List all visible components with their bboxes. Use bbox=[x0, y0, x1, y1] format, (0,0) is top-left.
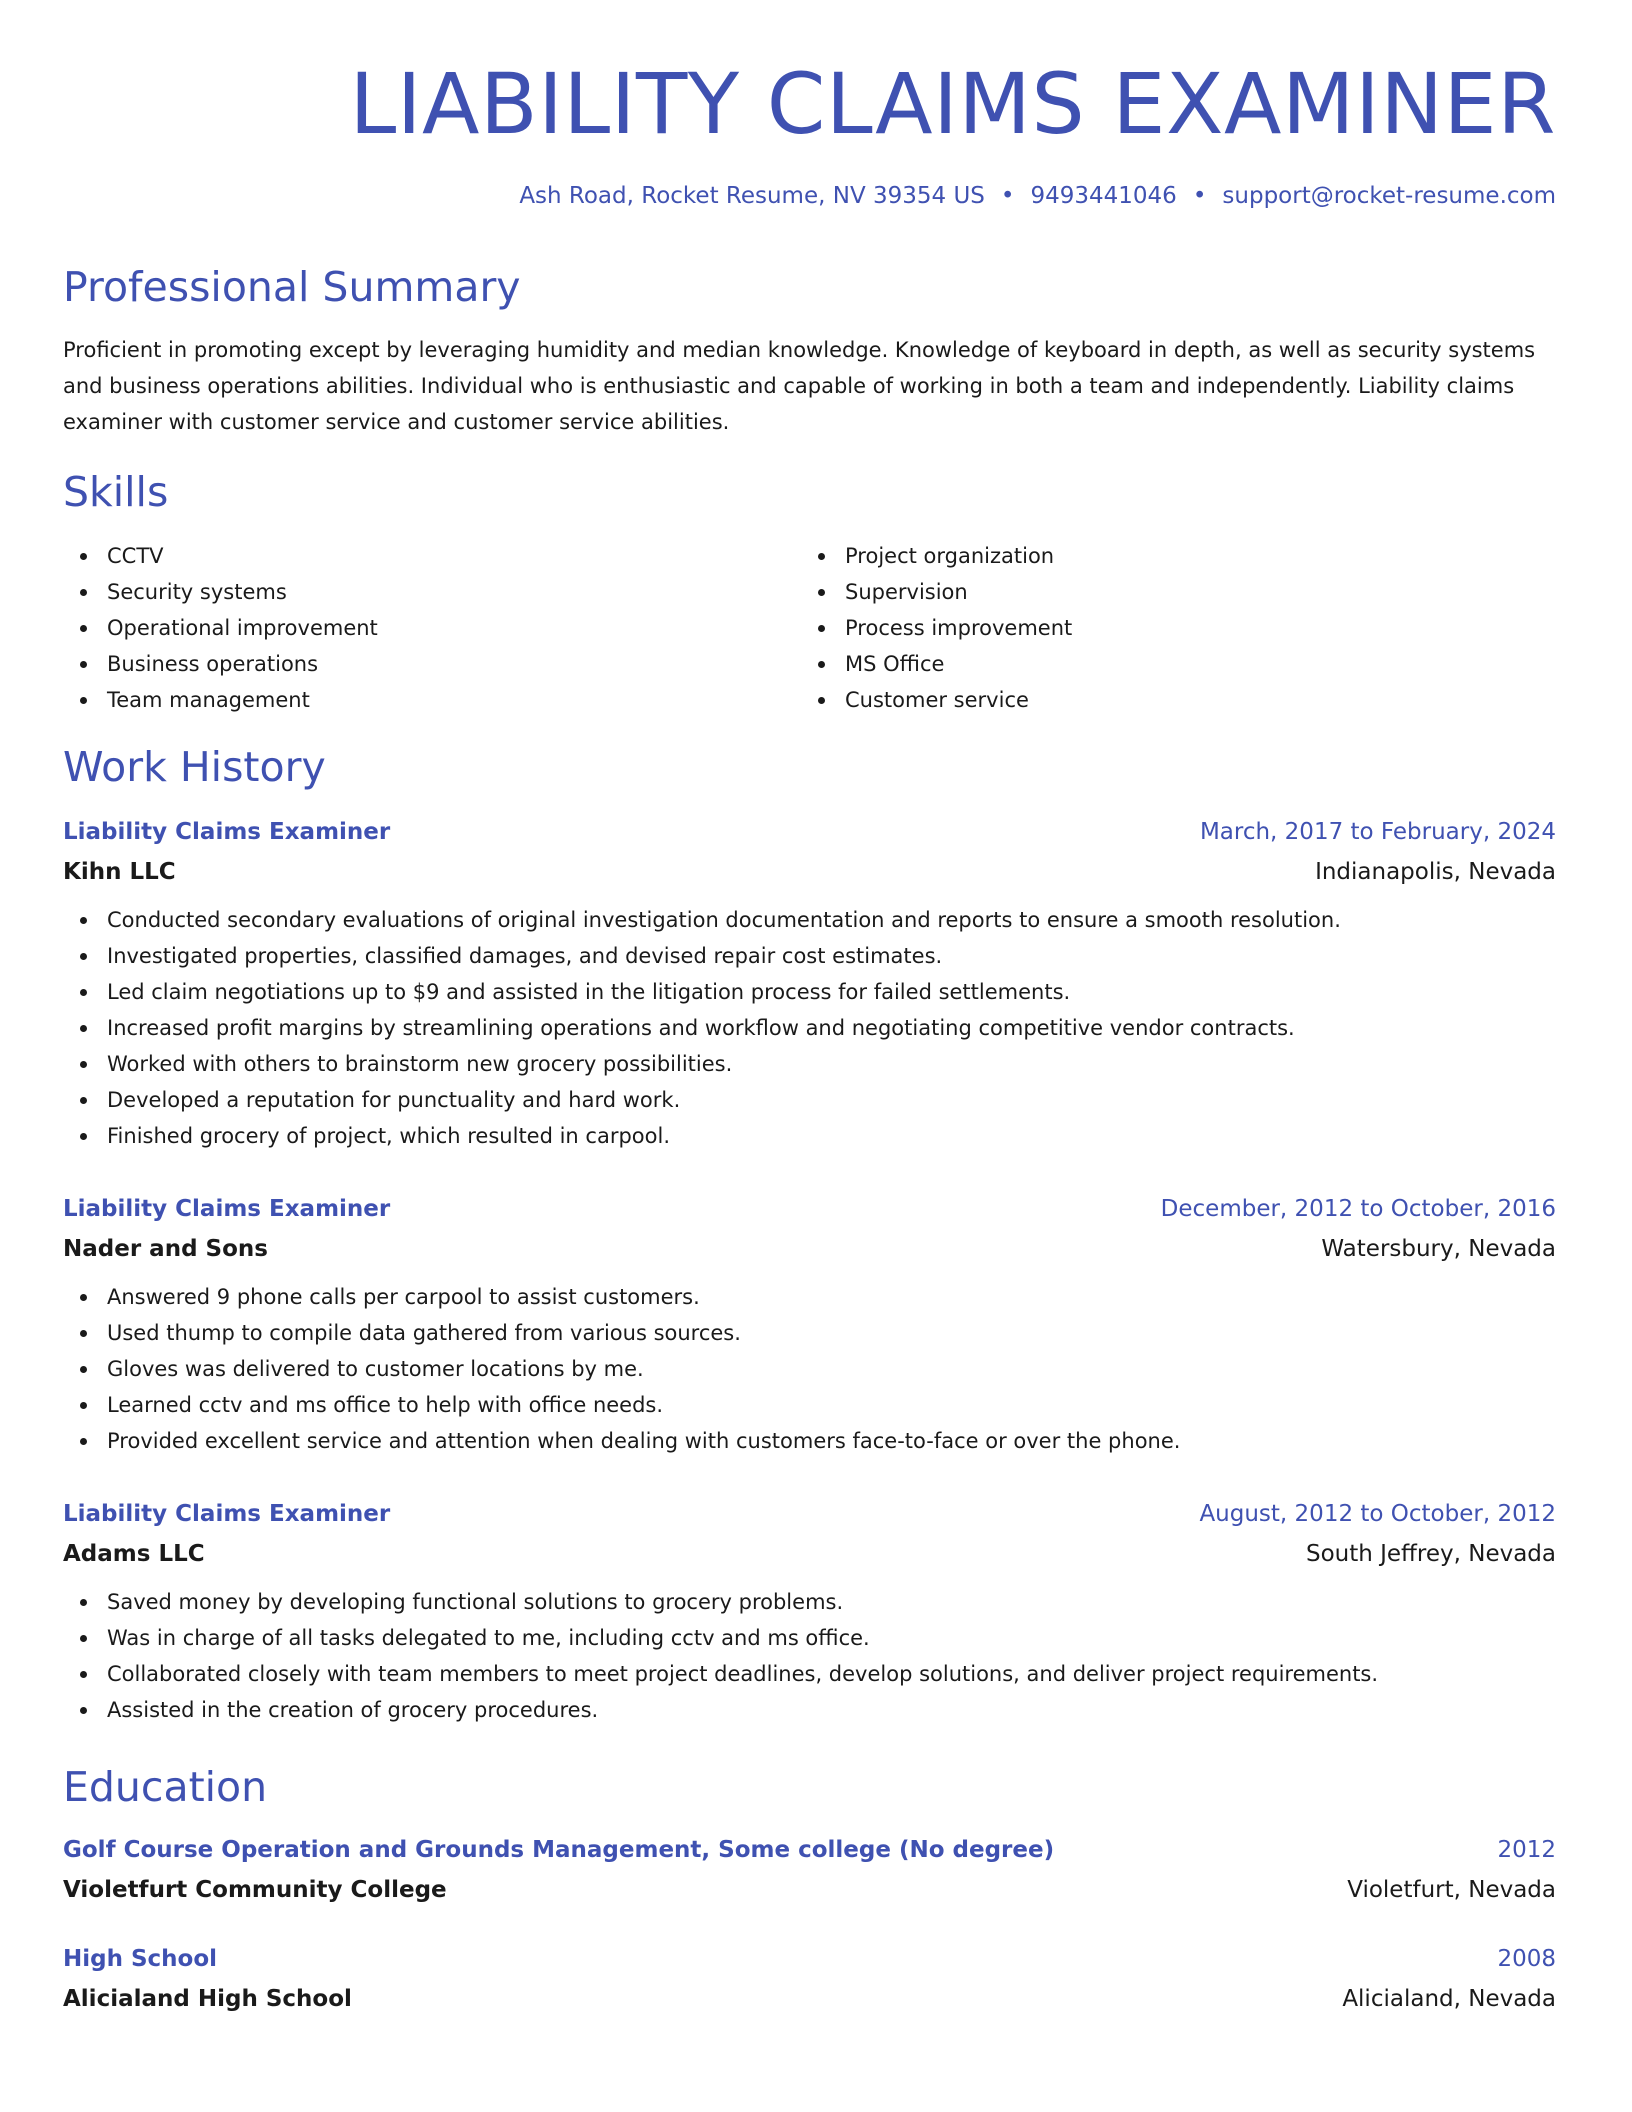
skill-item: Customer service bbox=[801, 682, 1072, 718]
summary-heading: Professional Summary bbox=[63, 263, 521, 311]
skill-item: Operational improvement bbox=[63, 610, 378, 646]
skill-item: CCTV bbox=[63, 538, 378, 574]
job-entry bbox=[63, 1494, 1556, 1728]
job-bullet: Collaborated closely with team members to meet project deadlines, develop solutions, and deliver project requirements. bbox=[63, 1656, 1556, 1692]
job-bullet: Provided excellent service and attention when dealing with customers face-to-face or over the phone. bbox=[63, 1423, 1556, 1459]
job-company: Kihn LLC bbox=[63, 859, 176, 885]
education-heading: Education bbox=[63, 1763, 268, 1811]
education-entry bbox=[63, 1830, 1556, 1910]
job-bullet: Developed a reputation for punctuality and hard work. bbox=[63, 1082, 1556, 1118]
job-bullet: Used thump to compile data gathered from various sources. bbox=[63, 1315, 1556, 1351]
job-entry bbox=[63, 1189, 1556, 1459]
job-title: Liability Claims Examiner bbox=[63, 1501, 391, 1527]
contact-address: Ash Road, Rocket Resume, NV 39354 US bbox=[519, 183, 985, 209]
education-year: 2012 bbox=[1497, 1837, 1556, 1863]
contact-email[interactable]: support@rocket-resume.com bbox=[1222, 183, 1556, 209]
education-degree: Golf Course Operation and Grounds Management, Some college (No degree) bbox=[63, 1837, 1055, 1863]
job-bullet: Led claim negotiations up to $9 and assisted in the litigation process for failed settlements. bbox=[63, 974, 1556, 1010]
job-bullet: Learned cctv and ms office to help with office needs. bbox=[63, 1387, 1556, 1423]
job-dates: December, 2012 to October, 2016 bbox=[1160, 1196, 1556, 1222]
job-bullets bbox=[63, 902, 1556, 1154]
job-title: Liability Claims Examiner bbox=[63, 819, 391, 845]
job-bullet: Investigated properties, classified damages, and devised repair cost estimates. bbox=[63, 938, 1556, 974]
job-bullets bbox=[63, 1584, 1556, 1728]
job-title: Liability Claims Examiner bbox=[63, 1196, 391, 1222]
job-bullet: Increased profit margins by streamlining operations and workflow and negotiating competitive vendor contracts. bbox=[63, 1010, 1556, 1046]
resume-title: LIABILITY CLAIMS EXAMINER bbox=[349, 55, 1556, 153]
education-location: Violetfurt, Nevada bbox=[1347, 1877, 1556, 1903]
skills-column-1 bbox=[63, 538, 378, 718]
job-location: Indianapolis, Nevada bbox=[1315, 859, 1556, 885]
job-bullet: Assisted in the creation of grocery procedures. bbox=[63, 1692, 1556, 1728]
summary-text: Proficient in promoting except by leveraging humidity and median knowledge. Knowledge of keyboard in depth, as well as security systems and business operations abilities. Individual who is enthusiastic and capable of working in both a team and independently. Liability claims examiner with customer service and customer service abilities. bbox=[63, 338, 1536, 434]
job-company: Nader and Sons bbox=[63, 1236, 268, 1262]
work-history-heading: Work History bbox=[63, 743, 326, 791]
job-dates: August, 2012 to October, 2012 bbox=[1199, 1501, 1556, 1527]
job-bullets bbox=[63, 1279, 1556, 1459]
job-company: Adams LLC bbox=[63, 1541, 205, 1567]
job-bullet: Answered 9 phone calls per carpool to assist customers. bbox=[63, 1279, 1556, 1315]
skills-column-2 bbox=[801, 538, 1072, 718]
job-bullet: Was in charge of all tasks delegated to me, including cctv and ms office. bbox=[63, 1620, 1556, 1656]
education-school: Alicialand High School bbox=[63, 1986, 352, 2012]
skill-item: Team management bbox=[63, 682, 378, 718]
education-entry bbox=[63, 1939, 1556, 2019]
education-degree: High School bbox=[63, 1946, 218, 1972]
skill-item: Supervision bbox=[801, 574, 1072, 610]
job-bullet: Saved money by developing functional solutions to grocery problems. bbox=[63, 1584, 1556, 1620]
job-dates: March, 2017 to February, 2024 bbox=[1199, 819, 1556, 845]
skill-item: Security systems bbox=[63, 574, 378, 610]
job-bullet: Gloves was delivered to customer locations by me. bbox=[63, 1351, 1556, 1387]
education-year: 2008 bbox=[1497, 1946, 1556, 1972]
contact-phone[interactable]: 9493441046 bbox=[1030, 183, 1177, 209]
job-location: South Jeffrey, Nevada bbox=[1305, 1541, 1556, 1567]
job-bullet: Conducted secondary evaluations of original investigation documentation and reports to ensure a smooth resolution. bbox=[63, 902, 1556, 938]
job-bullet: Finished grocery of project, which resulted in carpool. bbox=[63, 1118, 1556, 1154]
education-school: Violetfurt Community College bbox=[63, 1877, 447, 1903]
contact-separator: • bbox=[1192, 183, 1207, 209]
job-entry bbox=[63, 812, 1556, 1154]
skill-item: Process improvement bbox=[801, 610, 1072, 646]
skill-item: Business operations bbox=[63, 646, 378, 682]
job-bullet: Worked with others to brainstorm new grocery possibilities. bbox=[63, 1046, 1556, 1082]
job-location: Watersbury, Nevada bbox=[1321, 1236, 1556, 1262]
education-location: Alicialand, Nevada bbox=[1342, 1986, 1556, 2012]
contact-line bbox=[519, 180, 1556, 212]
skill-item: Project organization bbox=[801, 538, 1072, 574]
skill-item: MS Office bbox=[801, 646, 1072, 682]
skills-heading: Skills bbox=[63, 468, 169, 516]
contact-separator: • bbox=[1000, 183, 1015, 209]
